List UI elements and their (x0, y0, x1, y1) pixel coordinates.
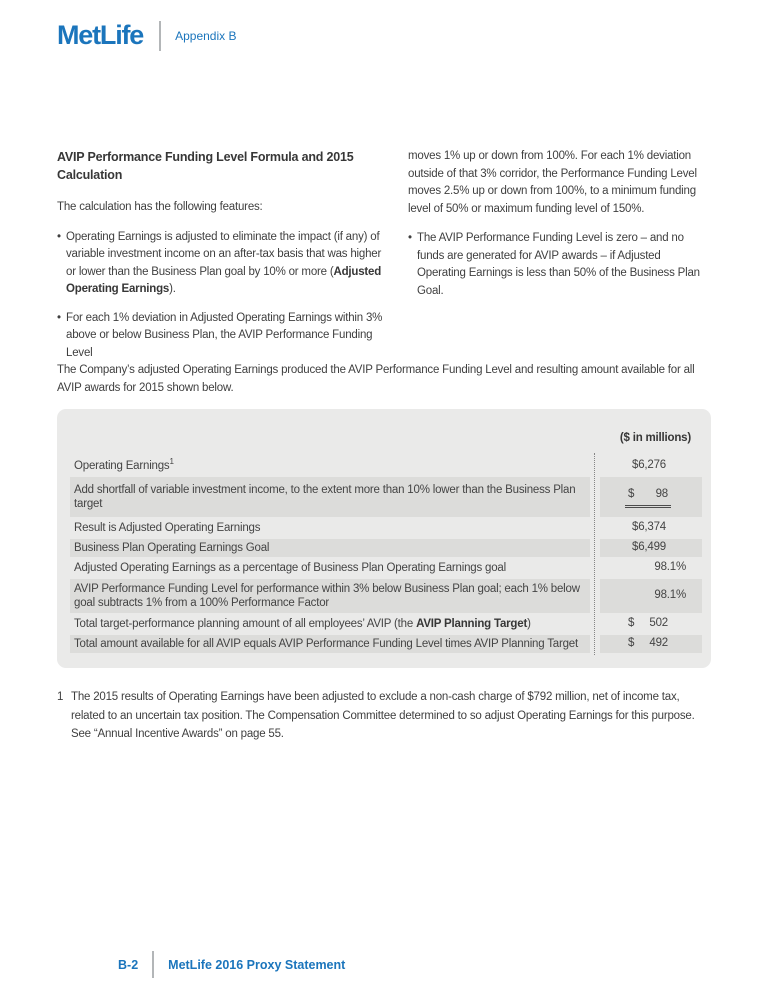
row-label: Operating Earnings$^1$ (74, 457, 174, 472)
bullet-marker: • (57, 311, 61, 324)
row-label: Business Plan Operating Earnings Goal (70, 539, 590, 557)
bullet-marker: • (57, 230, 61, 243)
page-footer (118, 951, 345, 978)
bullet-text: For each 1% deviation in Adjusted Operating Earnings within 3% above or below Business Plan, the AVIP Performance Funding Level (66, 311, 383, 359)
row-label: AVIP Performance Funding Level for performance within 3% below Business Plan goal; each 1% below goal subtracts 1% from a 100% Performance Factor (70, 579, 590, 613)
bullet-text: The AVIP Performance Funding Level is zero – and no funds are generated for AVIP awards – if Adjusted Operating Earnings is less than 50% of the Business Plan Goal. (417, 232, 700, 297)
row-value: $6,499 (600, 539, 702, 557)
row-label: Add shortfall of variable investment income, to the extent more than 10% lower than the Business Plan target (70, 477, 590, 517)
header-divider (159, 21, 161, 51)
article-right-column (408, 148, 711, 373)
article-heading: AVIP Performance Funding Level Formula and 2015 Calculation (57, 150, 354, 182)
bullet-item-3 (408, 230, 711, 300)
column-separator-dotted-line (594, 453, 595, 655)
table-row (70, 559, 702, 577)
footnote-text: The 2015 results of Operating Earnings have been adjusted to exclude a non-cash charge of $792 million, net of income tax, related to an uncertain tax position. The Compensation Committee determined to so adjust Operating Earnings for this purpose. See “Annual Incentive Awards” on page 55. (71, 691, 695, 740)
page-number: B-2 (118, 957, 139, 972)
row-label: Result is Adjusted Operating Earnings (74, 522, 261, 534)
table-row (70, 477, 702, 517)
appendix-label: Appendix B (175, 29, 237, 43)
bullet-text-pre: Operating Earnings is adjusted to eliminate the impact (if any) of variable investment income on an after-tax basis that was higher or lower than the Business Plan goal by 10% or more ( (66, 230, 382, 278)
row-value (600, 615, 702, 633)
bullet-marker: • (408, 232, 412, 244)
bullet-item-2 (57, 310, 391, 363)
dollar-amount: $ 492 (628, 637, 668, 650)
table-row (70, 539, 702, 557)
table-intro-paragraph: The Company’s adjusted Operating Earnings produced the AVIP Performance Funding Level and resulting amount available for all AVIP awards for 2015 shown below. (57, 364, 695, 394)
bullet-text-post: ). (169, 283, 176, 295)
row-value: 98.1% (654, 561, 686, 574)
page-header (57, 20, 237, 52)
metlife-logo: MetLife (57, 19, 144, 50)
table-row (70, 579, 702, 613)
dollar-amount: $ 502 (628, 617, 668, 630)
row-value (600, 635, 702, 653)
intro-paragraph: The calculation has the following features: (57, 201, 263, 213)
footer-divider (152, 951, 154, 978)
row-label: Total amount available for all AVIP equals AVIP Performance Funding Level times AVIP Planning Target (70, 635, 590, 653)
row-value: $6,374 (632, 521, 666, 534)
article-left-column (57, 148, 391, 373)
underlined-subtotal: $ 98 (625, 486, 671, 509)
footnote-ref: 1 (169, 457, 174, 467)
bullet-text-bold: Adjusted Operating Earnings (66, 265, 382, 295)
units-header: ($ in millions) (619, 432, 691, 444)
table-row (70, 635, 702, 653)
continuation-paragraph: moves 1% up or down from 100%. For each 1% deviation outside of that 3% corridor, the Performance Funding Level moves 2.5% up or down from 100%, to a minimum funding level of 50% or maximum funding level of 150%. (408, 150, 697, 215)
row-label: Adjusted Operating Earnings as a percentage of Business Plan Operating Earnings goal (74, 562, 506, 574)
row-value: $6,276 (632, 459, 666, 472)
funding-calculation-table (57, 409, 711, 668)
table-row (70, 457, 702, 475)
row-value: 98.1% (600, 579, 702, 613)
row-value (600, 477, 702, 517)
bullet-item-1 (57, 229, 391, 299)
bullet-text (66, 229, 391, 299)
article-columns (57, 148, 711, 373)
footnote-marker: 1 (57, 691, 64, 703)
footnote (57, 688, 713, 744)
table-rows (70, 457, 702, 653)
document-title: MetLife 2016 Proxy Statement (168, 957, 346, 972)
table-row (70, 615, 702, 633)
row-label: Total target-performance planning amount of all employees’ AVIP (the AVIP Planning Target) (74, 618, 531, 630)
table-row (70, 519, 702, 537)
